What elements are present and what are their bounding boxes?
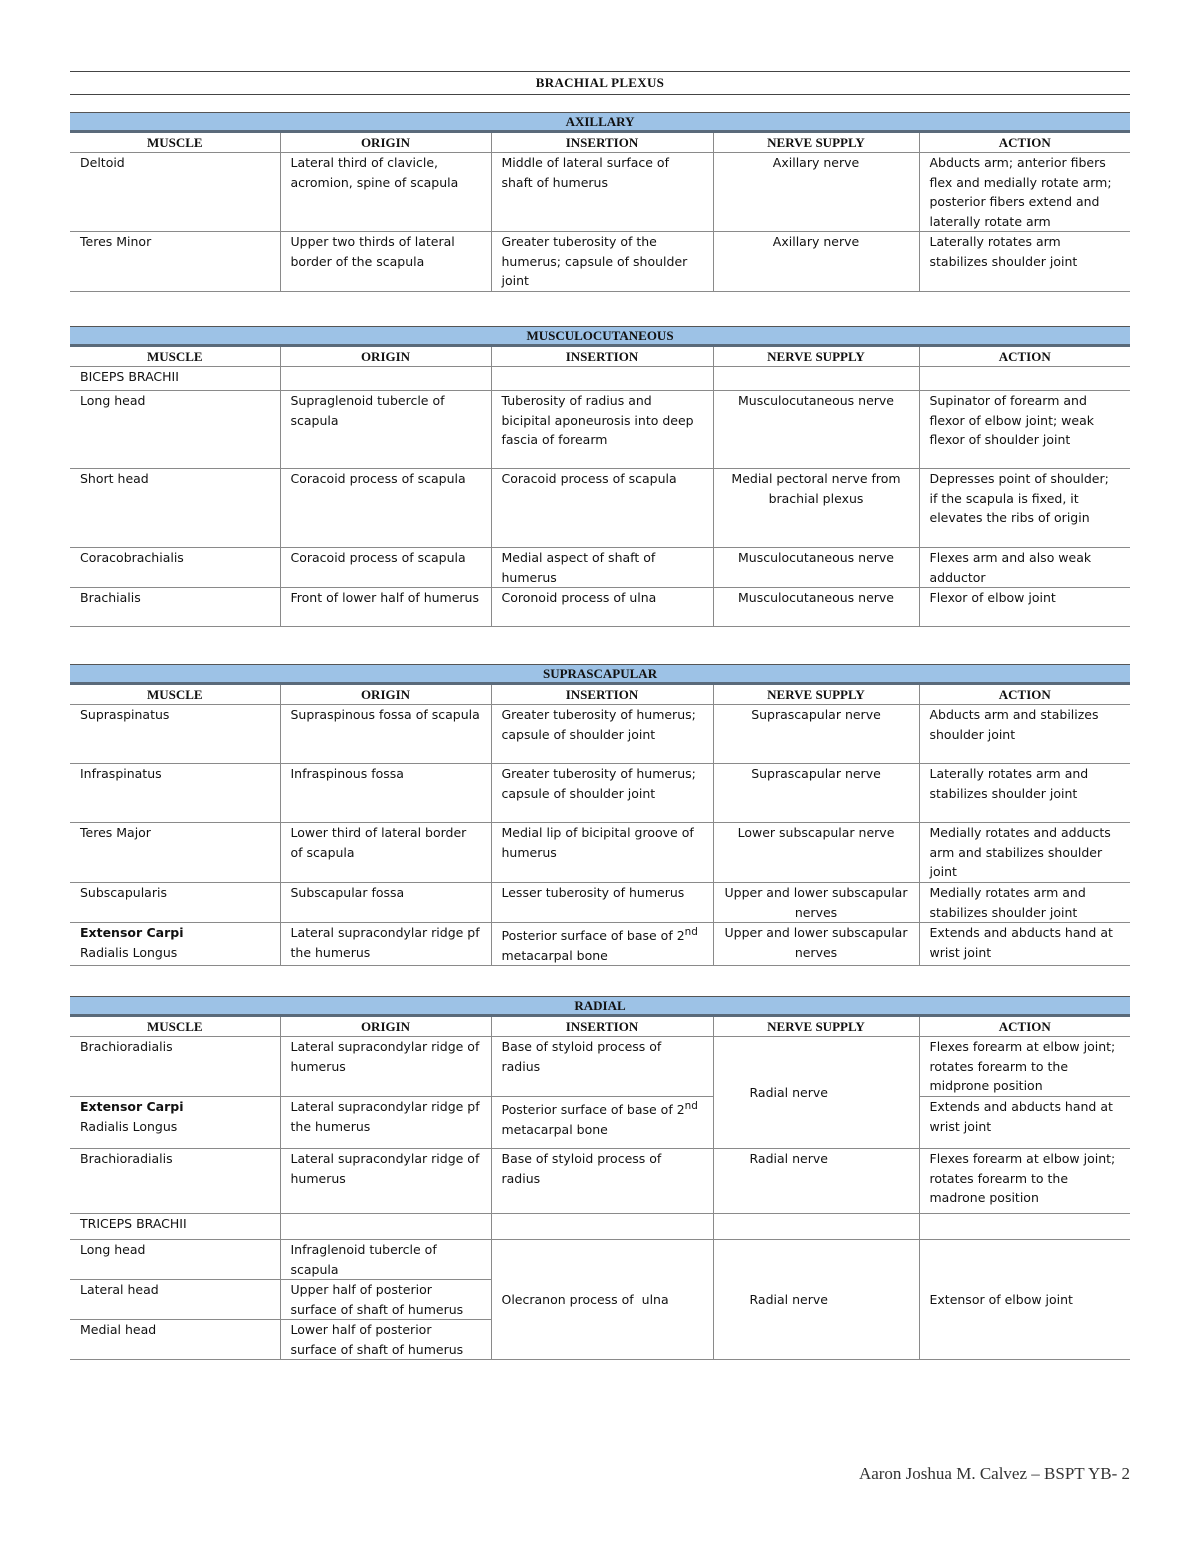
- muscle-cell: Medial head: [70, 1320, 280, 1360]
- nerve-cell: Radial nerve: [713, 1149, 919, 1214]
- origin-cell: Lateral supracondylar ridge of humerus: [280, 1037, 491, 1097]
- column-header: MUSCLE: [70, 346, 280, 367]
- nerve-cell: Axillary nerve: [713, 232, 919, 292]
- action-cell: Flexes forearm at elbow joint; rotates forearm to the midprone position: [919, 1037, 1130, 1097]
- muscle-cell: Teres Major: [70, 823, 280, 883]
- origin-cell: Supraglenoid tubercle of scapula: [280, 391, 491, 469]
- origin-cell: Upper two thirds of lateral border of the scapula: [280, 232, 491, 292]
- table-row: [70, 1037, 1130, 1097]
- origin-cell: Supraspinous fossa of scapula: [280, 705, 491, 764]
- action-cell: Extensor of elbow joint: [919, 1240, 1130, 1360]
- title-bar: [70, 71, 1130, 95]
- musculocutaneous-table: [70, 326, 1130, 627]
- muscle-cell: Short head: [70, 469, 280, 548]
- action-cell: Flexes forearm at elbow joint; rotates forearm to the madrone position: [919, 1149, 1130, 1214]
- insertion-cell: Middle of lateral surface of shaft of humerus: [491, 153, 713, 232]
- column-header: ACTION: [919, 684, 1130, 705]
- column-header: INSERTION: [491, 1016, 713, 1037]
- group-row: [70, 367, 1130, 391]
- insertion-cell: Greater tuberosity of humerus; capsule of shoulder joint: [491, 705, 713, 764]
- action-cell: Abducts arm and stabilizes shoulder joint: [919, 705, 1130, 764]
- action-cell: Extends and abducts hand at wrist joint: [919, 1097, 1130, 1149]
- column-header: NERVE SUPPLY: [713, 346, 919, 367]
- action-cell: Medially rotates and adducts arm and stabilizes shoulder joint: [919, 823, 1130, 883]
- nerve-cell: Upper and lower subscapular nerves: [713, 923, 919, 966]
- origin-cell: Coracoid process of scapula: [280, 469, 491, 548]
- nerve-cell: Musculocutaneous nerve: [713, 548, 919, 588]
- origin-cell: Subscapular fossa: [280, 883, 491, 923]
- insertion-cell: Base of styloid process of radius: [491, 1149, 713, 1214]
- column-header: ORIGIN: [280, 132, 491, 153]
- table-row: [70, 705, 1130, 764]
- muscle-cell: Brachialis: [70, 588, 280, 627]
- muscle-cell: Lateral head: [70, 1280, 280, 1320]
- insertion-cell: Posterior surface of base of 2nd metacarpal bone: [491, 923, 713, 966]
- table-row: [70, 391, 1130, 469]
- action-cell: Laterally rotates arm stabilizes shoulder joint: [919, 232, 1130, 292]
- insertion-cell: Base of styloid process of radius: [491, 1037, 713, 1097]
- nerve-cell: Medial pectoral nerve from brachial plexus: [713, 469, 919, 548]
- origin-cell: Lower half of posterior surface of shaft of humerus: [280, 1320, 491, 1360]
- muscle-cell: Extensor Carpi Radialis Longus: [70, 923, 280, 966]
- insertion-cell: Tuberosity of radius and bicipital aponeurosis into deep fascia of forearm: [491, 391, 713, 469]
- nerve-cell: Suprascapular nerve: [713, 764, 919, 823]
- table-row: [70, 153, 1130, 232]
- muscle-cell: Long head: [70, 391, 280, 469]
- column-header: ACTION: [919, 346, 1130, 367]
- action-cell: Flexes arm and also weak adductor: [919, 548, 1130, 588]
- column-header: INSERTION: [491, 132, 713, 153]
- table-row: [70, 883, 1130, 923]
- action-cell: Flexor of elbow joint: [919, 588, 1130, 627]
- origin-cell: Coracoid process of scapula: [280, 548, 491, 588]
- insertion-cell: Olecranon process of ulna: [491, 1240, 713, 1360]
- page-title: BRACHIAL PLEXUS: [535, 75, 665, 90]
- muscle-cell: Infraspinatus: [70, 764, 280, 823]
- column-header: MUSCLE: [70, 132, 280, 153]
- origin-cell: Lateral third of clavicle, acromion, spine of scapula: [280, 153, 491, 232]
- table-row: [70, 232, 1130, 292]
- muscle-cell: Brachioradialis: [70, 1149, 280, 1214]
- nerve-cell: Radial nerve: [713, 1037, 919, 1149]
- table-row: [70, 1097, 1130, 1149]
- section-heading: RADIAL: [70, 997, 1130, 1016]
- table-row: [70, 588, 1130, 627]
- nerve-cell: Musculocutaneous nerve: [713, 391, 919, 469]
- origin-cell: Infraglenoid tubercle of scapula: [280, 1240, 491, 1280]
- column-header: ORIGIN: [280, 1016, 491, 1037]
- action-cell: Extends and abducts hand at wrist joint: [919, 923, 1130, 966]
- action-cell: Laterally rotates arm and stabilizes shoulder joint: [919, 764, 1130, 823]
- insertion-cell: Coracoid process of scapula: [491, 469, 713, 548]
- muscle-cell: Teres Minor: [70, 232, 280, 292]
- column-header: NERVE SUPPLY: [713, 132, 919, 153]
- column-header: ORIGIN: [280, 346, 491, 367]
- origin-cell: Lateral supracondylar ridge pf the humerus: [280, 923, 491, 966]
- nerve-cell: Radial nerve: [713, 1240, 919, 1360]
- radial-table: [70, 996, 1130, 1360]
- muscle-cell: Deltoid: [70, 153, 280, 232]
- muscle-cell: Brachioradialis: [70, 1037, 280, 1097]
- origin-cell: Infraspinous fossa: [280, 764, 491, 823]
- muscle-cell: Coracobrachialis: [70, 548, 280, 588]
- origin-cell: Upper half of posterior surface of shaft of humerus: [280, 1280, 491, 1320]
- group-row: [70, 1214, 1130, 1240]
- column-header: MUSCLE: [70, 684, 280, 705]
- table-row: [70, 548, 1130, 588]
- action-cell: Supinator of forearm and flexor of elbow joint; weak flexor of shoulder joint: [919, 391, 1130, 469]
- action-cell: Depresses point of shoulder; if the scapula is fixed, it elevates the ribs of origin: [919, 469, 1130, 548]
- column-header: MUSCLE: [70, 1016, 280, 1037]
- insertion-cell: Greater tuberosity of the humerus; capsule of shoulder joint: [491, 232, 713, 292]
- section-heading: SUPRASCAPULAR: [70, 665, 1130, 684]
- group-label: TRICEPS BRACHII: [70, 1214, 280, 1240]
- table-row: [70, 1149, 1130, 1214]
- column-header: ACTION: [919, 1016, 1130, 1037]
- column-header: INSERTION: [491, 346, 713, 367]
- column-header: ACTION: [919, 132, 1130, 153]
- column-header: NERVE SUPPLY: [713, 1016, 919, 1037]
- section-heading: AXILLARY: [70, 113, 1130, 132]
- muscle-cell: Long head: [70, 1240, 280, 1280]
- insertion-cell: Medial aspect of shaft of humerus: [491, 548, 713, 588]
- column-header: NERVE SUPPLY: [713, 684, 919, 705]
- column-header: ORIGIN: [280, 684, 491, 705]
- insertion-cell: Lesser tuberosity of humerus: [491, 883, 713, 923]
- origin-cell: Lateral supracondylar ridge of humerus: [280, 1149, 491, 1214]
- origin-cell: Lateral supracondylar ridge pf the humerus: [280, 1097, 491, 1149]
- muscle-cell: Extensor Carpi Radialis Longus: [70, 1097, 280, 1149]
- suprascapular-table: [70, 664, 1130, 966]
- page-footer: Aaron Joshua M. Calvez – BSPT YB- 2: [858, 1464, 1130, 1483]
- insertion-cell: Coronoid process of ulna: [491, 588, 713, 627]
- insertion-cell: Posterior surface of base of 2nd metacarpal bone: [491, 1097, 713, 1149]
- section-heading: MUSCULOCUTANEOUS: [70, 327, 1130, 346]
- table-row: [70, 923, 1130, 966]
- muscle-cell: Subscapularis: [70, 883, 280, 923]
- nerve-cell: Axillary nerve: [713, 153, 919, 232]
- nerve-cell: Suprascapular nerve: [713, 705, 919, 764]
- action-cell: Abducts arm; anterior fibers flex and medially rotate arm; posterior fibers extend and laterally rotate arm: [919, 153, 1130, 232]
- group-label: BICEPS BRACHII: [70, 367, 280, 391]
- muscle-cell: Supraspinatus: [70, 705, 280, 764]
- insertion-cell: Greater tuberosity of humerus; capsule of shoulder joint: [491, 764, 713, 823]
- column-header: INSERTION: [491, 684, 713, 705]
- table-row: [70, 469, 1130, 548]
- table-row: [70, 823, 1130, 883]
- nerve-cell: Lower subscapular nerve: [713, 823, 919, 883]
- action-cell: Medially rotates arm and stabilizes shoulder joint: [919, 883, 1130, 923]
- table-row: [70, 764, 1130, 823]
- nerve-cell: Upper and lower subscapular nerves: [713, 883, 919, 923]
- axillary-table: [70, 112, 1130, 292]
- insertion-cell: Medial lip of bicipital groove of humerus: [491, 823, 713, 883]
- table-row: [70, 1240, 1130, 1280]
- origin-cell: Lower third of lateral border of scapula: [280, 823, 491, 883]
- nerve-cell: Musculocutaneous nerve: [713, 588, 919, 627]
- origin-cell: Front of lower half of humerus: [280, 588, 491, 627]
